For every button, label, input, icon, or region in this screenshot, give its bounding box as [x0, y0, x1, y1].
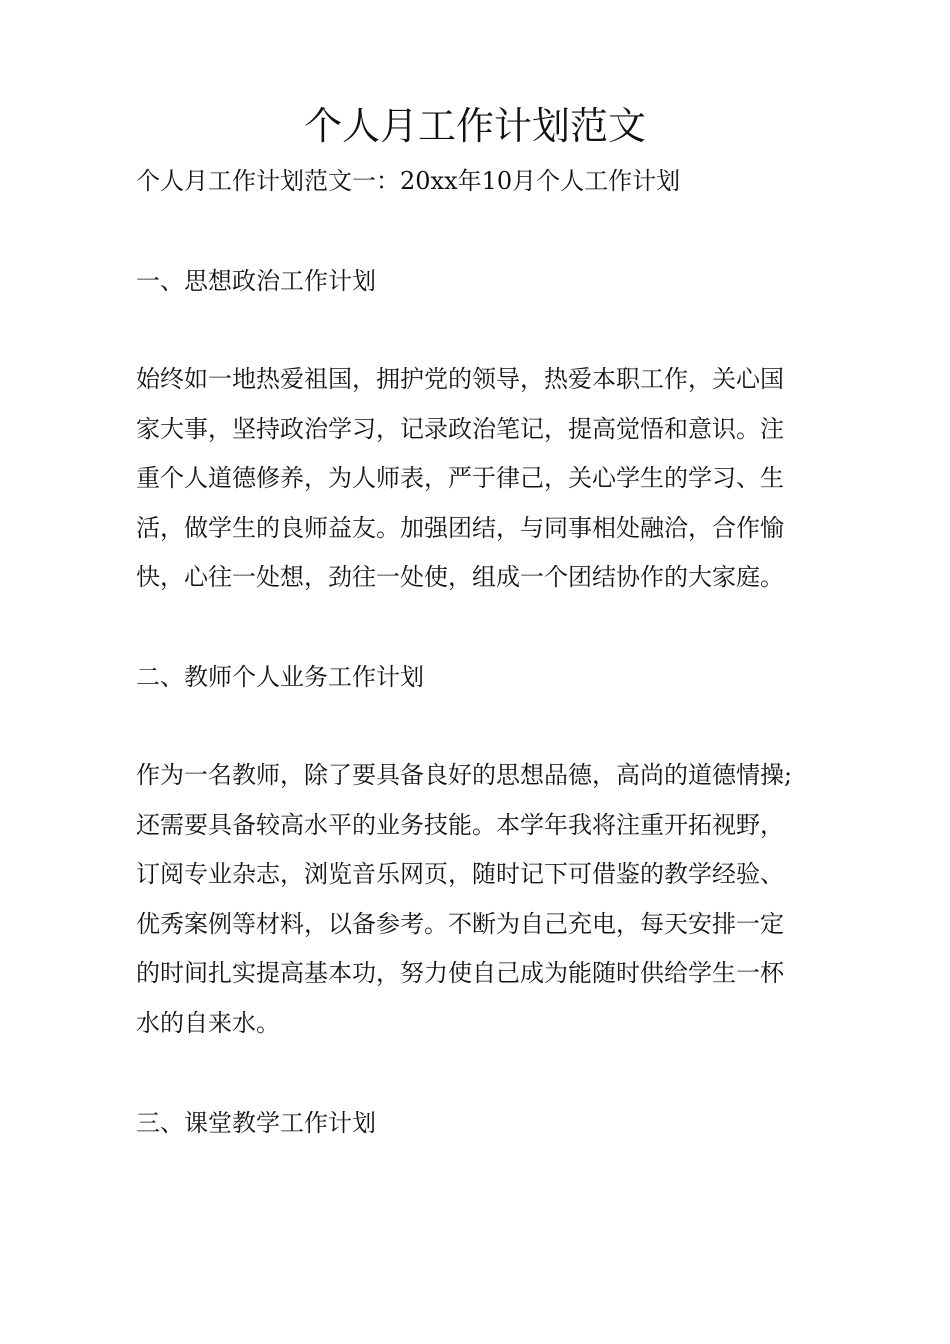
- section-paragraph-1: [136, 355, 836, 603]
- document-subtitle: 个人月工作计划范文一：20xx年10月个人工作计划: [136, 167, 681, 195]
- section-heading-1: 一、思想政治工作计划: [136, 267, 376, 295]
- section-heading-3: 三、课堂教学工作计划: [136, 1109, 376, 1137]
- paragraph-line: 水的自来水。: [136, 1008, 280, 1037]
- paragraph-line: 的时间扎实提高基本功，努力使自己成为能随时供给学生一杯: [136, 959, 784, 987]
- paragraph-line: 作为一名教师，除了要具备良好的思想品德，高尚的道德情操;: [136, 761, 793, 789]
- paragraph-line: 订阅专业杂志，浏览音乐网页，随时记下可借鉴的教学经验、: [136, 860, 784, 888]
- paragraph-line: 家大事，坚持政治学习，记录政治笔记，提高觉悟和意识。注: [136, 414, 784, 443]
- section-paragraph-2: [136, 751, 836, 1048]
- paragraph-line: 还需要具备较高水平的业务技能。本学年我将注重开拓视野，: [136, 810, 784, 839]
- document-title: 个人月工作计划范文: [303, 104, 646, 148]
- paragraph-line: 始终如一地热爱祖国，拥护党的领导，热爱本职工作，关心国: [136, 365, 784, 393]
- section-heading-2: 二、教师个人业务工作计划: [136, 663, 424, 691]
- paragraph-line: 活，做学生的良师益友。加强团结，与同事相处融洽，合作愉: [136, 513, 784, 542]
- paragraph-line: 快，心往一处想，劲往一处使，组成一个团结协作的大家庭。: [136, 563, 784, 591]
- paragraph-line: 优秀案例等材料，以备参考。不断为自己充电，每天安排一定: [136, 909, 784, 938]
- paragraph-line: 重个人道德修养，为人师表，严于律己，关心学生的学习、生: [136, 464, 784, 492]
